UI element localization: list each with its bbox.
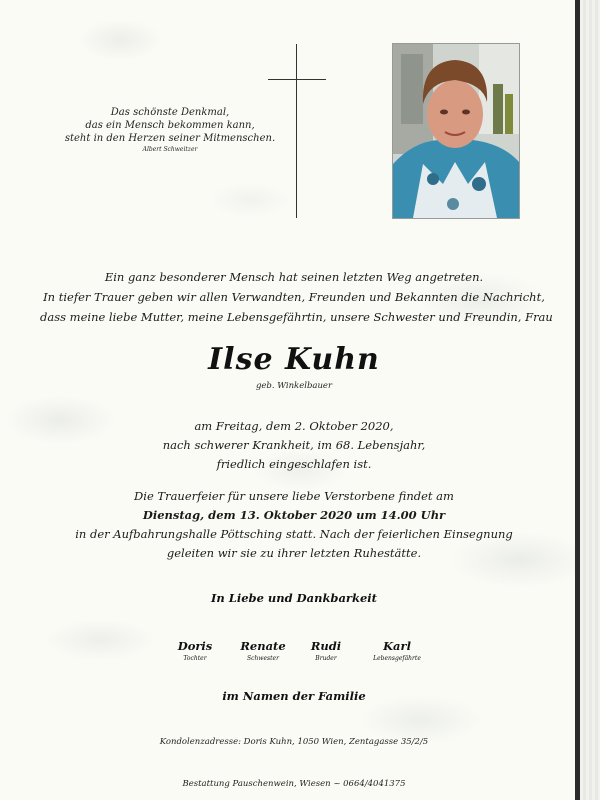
scan-margin	[580, 0, 600, 800]
mourner-relation: Tochter	[183, 655, 207, 662]
cross-icon	[296, 44, 297, 218]
mourner-name: Rudi	[310, 639, 342, 653]
death-line: nach schwerer Krankheit, im 68. Lebensjahr,	[162, 438, 426, 452]
quote-line: das ein Mensch bekommen kann,	[85, 120, 255, 131]
family-text: im Namen der Familie	[222, 689, 366, 703]
mourner	[352, 638, 442, 663]
quote-author: Albert Schweitzer	[142, 146, 198, 153]
quote-line: Das schönste Denkmal,	[110, 107, 230, 118]
quote-line: steht in den Herzen seiner Mitmenschen.	[64, 133, 276, 144]
funeral-line: geleiten wir sie zu ihrer letzten Ruhestätte.	[166, 546, 422, 560]
cross-icon-bar	[268, 79, 326, 80]
intro-line: dass meine liebe Mutter, meine Lebensgefährtin, unsere Schwester und Freundin, Frau	[40, 310, 553, 324]
intro-line: Ein ganz besonderer Mensch hat seinen letzten Weg angetreten.	[104, 270, 484, 284]
funeral-line: Die Trauerfeier für unsere liebe Verstorbene findet am	[134, 489, 454, 503]
mourner-relation: Bruder	[315, 655, 337, 662]
mourner-relation: Schwester	[247, 655, 279, 662]
condolence-address: Kondolenzadresse: Doris Kuhn, 1050 Wien, Zentagasse 35/2/5	[159, 737, 429, 747]
quote	[40, 106, 300, 154]
deceased-name: Ilse Kuhn	[208, 342, 380, 377]
funeral-line: in der Aufbahrungshalle Pöttsching statt. Nach der feierlichen Einsegnung	[75, 527, 513, 541]
death-notice	[40, 417, 548, 474]
love-text: In Liebe und Dankbarkeit	[211, 591, 377, 605]
portrait-photo	[392, 43, 520, 219]
death-line: am Freitag, dem 2. Oktober 2020,	[194, 419, 394, 433]
undertaker: Bestattung Pauschenwein, Wiesen ~ 0664/4041375	[182, 779, 406, 789]
funeral-notice	[40, 487, 548, 563]
intro-text	[40, 267, 553, 327]
portrait-image	[393, 44, 519, 218]
mourner-name: Doris	[177, 639, 213, 653]
funeral-date: Dienstag, dem 13. Oktober 2020 um 14.00 Uhr	[142, 508, 446, 522]
death-line: friedlich eingeschlafen ist.	[216, 457, 372, 471]
mourner-name: Karl	[383, 639, 411, 653]
mourner-relation: Lebensgefährte	[373, 655, 421, 662]
mourner-name: Renate	[240, 639, 286, 653]
intro-line: In tiefer Trauer geben wir allen Verwandten, Freunden und Bekannten die Nachricht,	[43, 290, 545, 304]
birth-name: geb. Winkelbauer	[255, 381, 333, 391]
